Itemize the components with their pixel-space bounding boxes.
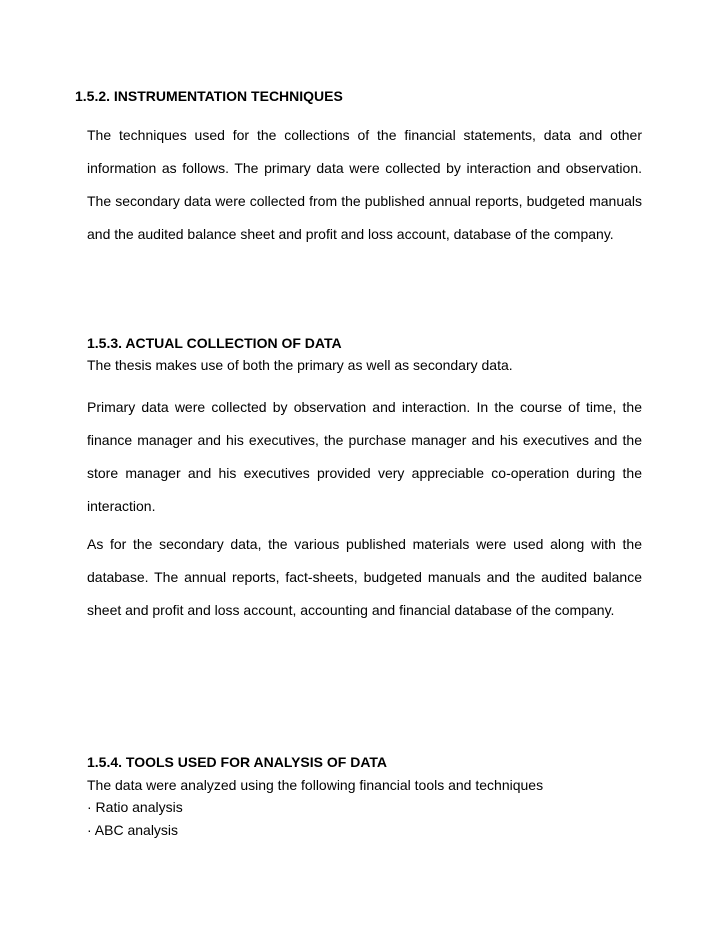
list-item-ratio-analysis: · Ratio analysis [87,799,183,815]
paragraph-primary-data: Primary data were collected by observation and interaction. In the course of time, the finance manager and his executives, the purchase manager and his executives and the store manager and his executives provided very appreciable co-operation during the interaction. [87,399,642,514]
heading-instrumentation-techniques: 1.5.2. INSTRUMENTATION TECHNIQUES [75,88,343,104]
heading-tools-used: 1.5.4. TOOLS USED FOR ANALYSIS OF DATA [87,754,388,770]
paragraph-instrumentation: The techniques used for the collections of the financial statements, data and other information as follows. The primary data were collected by interaction and observation. The secondary data were collected from the published annual reports, budgeted manuals and the audited balance sheet and profit and loss account, database of the company. [87,127,642,242]
paragraph-secondary-data: As for the secondary data, the various published materials were used along with the database. The annual reports, fact-sheets, budgeted manuals and the audited balance sheet and profit and loss account, accounting and financial database of the company. [87,536,642,618]
heading-actual-collection: 1.5.3. ACTUAL COLLECTION OF DATA [87,335,342,351]
intro-actual-collection: The thesis makes use of both the primary as well as secondary data. [87,357,513,373]
intro-tools: The data were analyzed using the following financial tools and techniques [87,777,544,793]
list-item-abc-analysis: · ABC analysis [87,822,179,838]
